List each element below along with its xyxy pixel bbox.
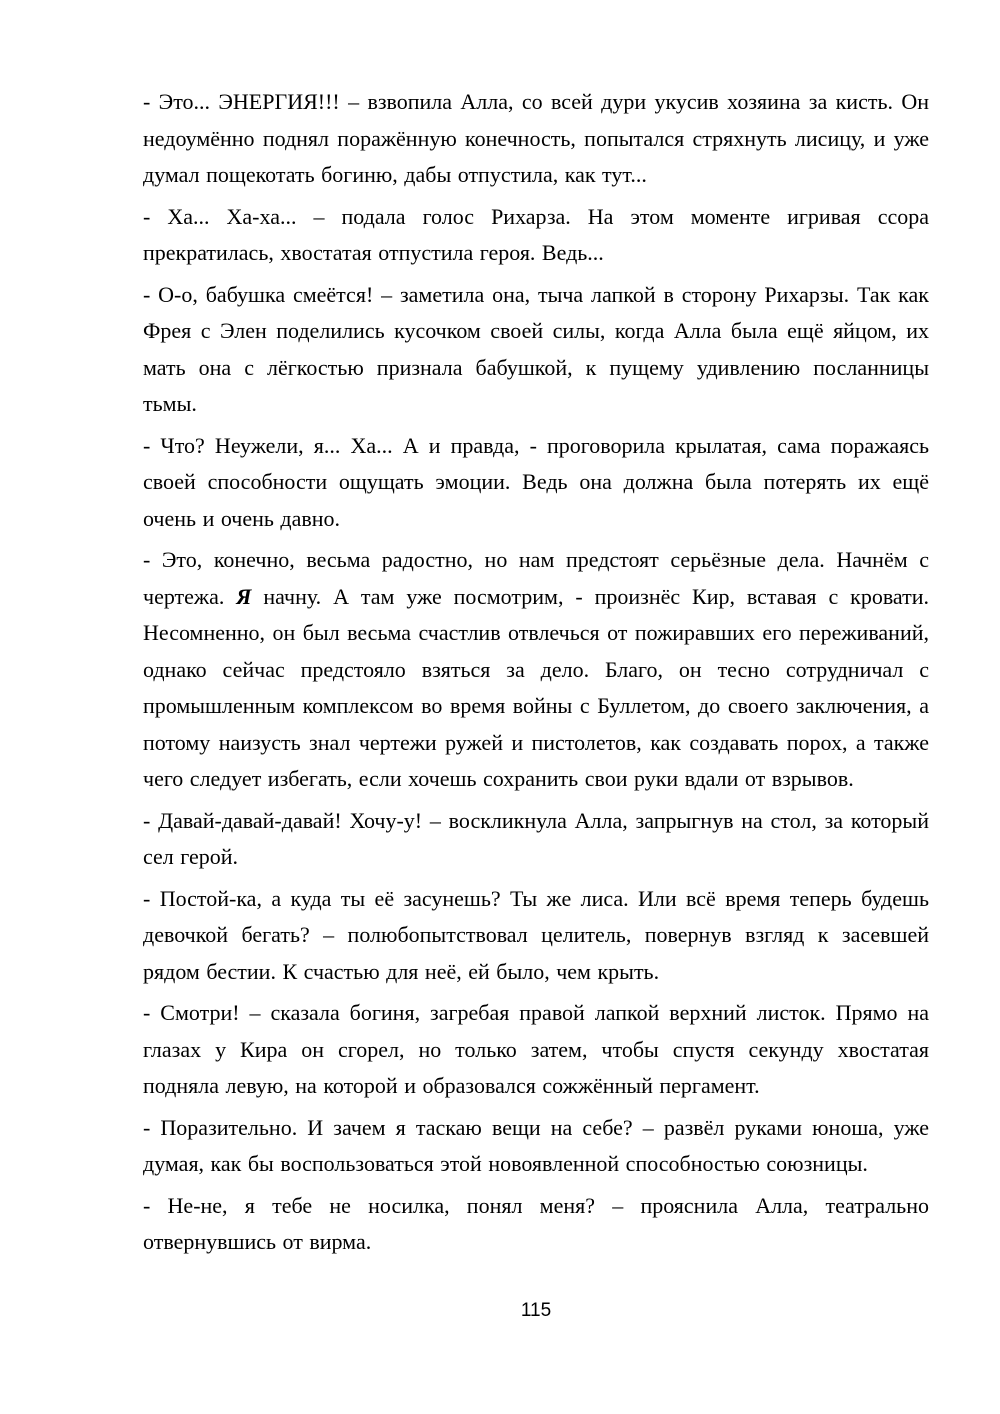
emphasized-word: Я — [236, 583, 252, 609]
page-number: 115 — [520, 1300, 552, 1321]
text-block — [143, 84, 929, 1266]
paragraph-text: начну. А там уже посмотрим, - произнёс Кир, вставая с кровати. Несомненно, он был весьма счастлив отвлечься от пожиравших его переживаний, однако сейчас предстояло взяться за дело. Благо, он тесно сотрудничал с промышленным комплексом во время войны с Буллетом, до своего заключения, а потому наизусть знал чертежи ружей и пистолетов, как создавать порох, а также чего следует избегать, если хочешь сохранить свои руки вдали от взрывов. — [143, 583, 929, 791]
paragraph: - Что? Неужели, я... Ха... А и правда, - проговорила крылатая, сама поражаясь своей способности ощущать эмоции. Ведь она должна была потерять их ещё очень и очень давно. — [143, 432, 929, 531]
paragraph: - Поразительно. И зачем я таскаю вещи на себе? – развёл руками юноша, уже думая, как бы воспользоваться этой новоявленной способностью союзницы. — [143, 1114, 929, 1176]
paragraph: - Ха... Ха-ха... – подала голос Рихарза. На этом моменте игривая ссора прекратилась, хвостатая отпустила героя. Ведь... — [143, 203, 929, 265]
paragraph: - Не-не, я тебе не носилка, понял меня? – прояснила Алла, театрально отвернувшись от вирма. — [143, 1192, 929, 1254]
paragraph: - О-о, бабушка смеётся! – заметила она, тыча лапкой в сторону Рихарзы. Так как Фрея с Элен поделились кусочком своей силы, когда Алла была ещё яйцом, их мать она с лёгкостью признала бабушкой, к пущему удивлению посланницы тьмы. — [143, 281, 929, 416]
paragraph: - Давай-давай-давай! Хочу-у! – воскликнула Алла, запрыгнув на стол, за который сел герой. — [143, 807, 929, 869]
paragraph: - Смотри! – сказала богиня, загребая правой лапкой верхний листок. Прямо на глазах у Кира он сгорел, но только затем, чтобы спустя секунду хвостатая подняла левую, на которой и образовался сожжённый пергамент. — [143, 1000, 929, 1098]
paragraph: - Это... ЭНЕРГИЯ!!! – взвопила Алла, со всей дури укусив хозяина за кисть. Он недоумённо поднял поражённую конечность, попытался стряхнуть лисицу, и уже думал пощекотать богиню, дабы отпустила, как тут... — [143, 89, 929, 187]
paragraph — [143, 542, 929, 798]
paragraph: - Постой-ка, а куда ты её засунешь? Ты же лиса. Или всё время теперь будешь девочкой бегать? – полюбопытствовал целитель, повернув взгляд к засевшей рядом бестии. К счастью для неё, ей было, чем крыть. — [143, 885, 929, 984]
paragraph-text: - Это, конечно, весьма радостно, но нам предстоят серьёзные дела. Начнём с чертежа. — [143, 547, 929, 609]
